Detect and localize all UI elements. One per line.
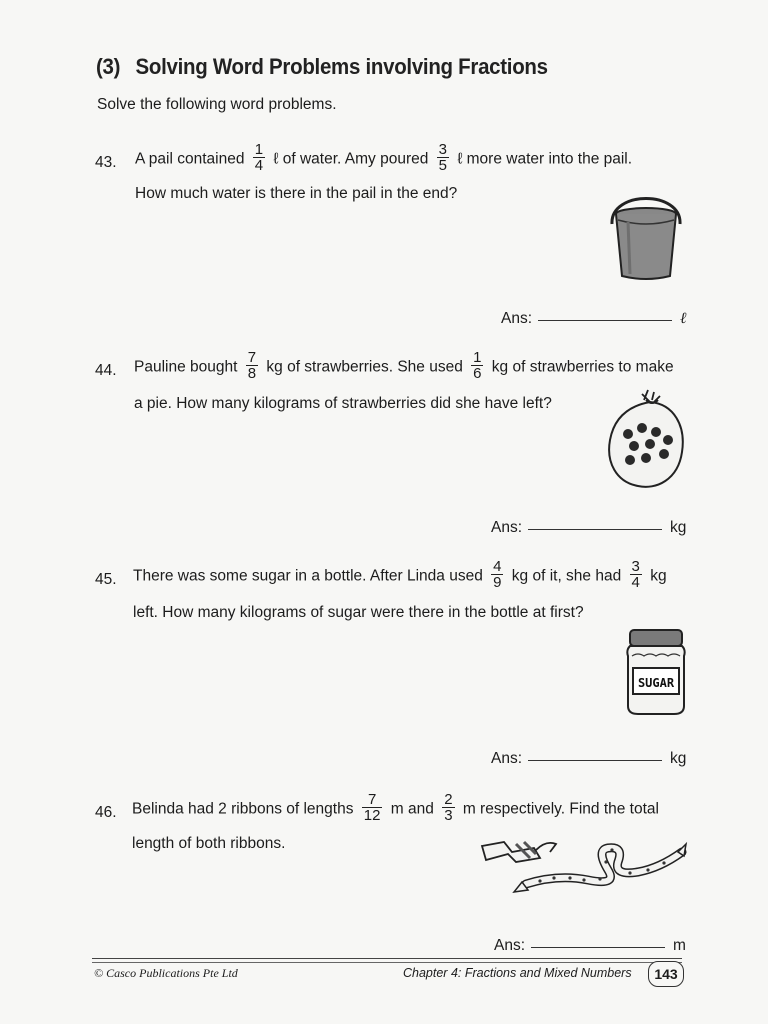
q45-text-b: kg of it, she had bbox=[511, 567, 622, 585]
q44-fraction-1 bbox=[246, 350, 258, 381]
denominator: 6 bbox=[473, 365, 482, 382]
q44-text-b: kg of strawberries. She used bbox=[266, 358, 463, 376]
footer-divider-thin bbox=[92, 962, 682, 963]
q44-text-c: kg of strawberries to make bbox=[491, 358, 674, 376]
question-45-line2: left. How many kilograms of sugar were there in the bottle at first? bbox=[133, 604, 584, 621]
numerator: 7 bbox=[247, 349, 257, 366]
denominator: 8 bbox=[247, 365, 257, 382]
numerator: 1 bbox=[473, 349, 482, 366]
question-46-line2: length of both ribbons. bbox=[132, 835, 286, 852]
denominator: 5 bbox=[438, 157, 448, 174]
numerator: 3 bbox=[438, 141, 448, 158]
q44-fraction-2 bbox=[471, 350, 483, 381]
question-45-answer bbox=[491, 750, 686, 768]
chapter-title: Chapter 4: Fractions and Mixed Numbers bbox=[403, 966, 632, 980]
q45-text-a: There was some sugar in a bottle. After Linda used bbox=[133, 567, 483, 585]
q45-fraction-1 bbox=[491, 559, 503, 590]
answer-unit: m bbox=[673, 937, 686, 954]
numerator: 2 bbox=[444, 791, 453, 808]
publisher-credit: © Casco Publications Pte Ltd bbox=[94, 966, 238, 980]
q45-text-c: kg bbox=[650, 567, 667, 585]
denominator: 3 bbox=[444, 807, 453, 824]
answer-label: Ans: bbox=[491, 750, 523, 767]
q43-fraction-2 bbox=[437, 142, 449, 173]
jar-label-text: SUGAR bbox=[637, 676, 675, 690]
answer-label: Ans: bbox=[491, 519, 523, 536]
q44-text-a: Pauline bought bbox=[134, 358, 238, 376]
answer-label: Ans: bbox=[501, 310, 533, 327]
q46-text-c: m respectively. Find the total bbox=[462, 800, 659, 818]
question-45-number: 45. bbox=[95, 571, 117, 588]
numerator: 1 bbox=[254, 141, 264, 158]
question-46-answer bbox=[494, 937, 686, 955]
question-46-number: 46. bbox=[95, 804, 117, 821]
question-43-number: 43. bbox=[95, 154, 117, 171]
q43-text-b: ℓ of water. Amy poured bbox=[273, 150, 429, 168]
q46-fraction-1 bbox=[362, 792, 383, 823]
q46-text-b: m and bbox=[390, 800, 434, 818]
answer-blank[interactable] bbox=[531, 947, 665, 948]
numerator: 3 bbox=[631, 558, 640, 575]
numerator: 4 bbox=[493, 558, 502, 575]
denominator: 4 bbox=[631, 574, 640, 591]
denominator: 12 bbox=[363, 807, 381, 824]
instruction-text: Solve the following word problems. bbox=[97, 96, 337, 113]
answer-unit: kg bbox=[670, 750, 687, 767]
ribbons-illustration bbox=[478, 832, 688, 912]
answer-blank[interactable] bbox=[528, 529, 662, 530]
q43-text-a: A pail contained bbox=[135, 150, 245, 168]
q45-fraction-2 bbox=[630, 559, 642, 590]
answer-label: Ans: bbox=[494, 937, 526, 954]
denominator: 9 bbox=[493, 574, 502, 591]
question-44-line1 bbox=[134, 349, 674, 383]
q43-fraction-1 bbox=[253, 142, 265, 173]
section-heading: (3) Solving Word Problems involving Fractions bbox=[96, 54, 548, 79]
sugar-jar-illustration bbox=[624, 626, 688, 718]
question-43-answer bbox=[501, 309, 686, 328]
denominator: 4 bbox=[254, 157, 264, 174]
question-44-line2: a pie. How many kilograms of strawberries did she have left? bbox=[134, 395, 552, 412]
q46-fraction-2 bbox=[442, 792, 454, 823]
page-number: 143 bbox=[648, 961, 684, 987]
q43-text-c: ℓ more water into the pail. bbox=[457, 150, 633, 168]
pail-illustration bbox=[604, 182, 688, 284]
answer-unit: ℓ bbox=[680, 309, 687, 327]
answer-unit: kg bbox=[670, 519, 687, 536]
question-43-line1 bbox=[135, 141, 633, 175]
q46-text-a: Belinda had 2 ribbons of lengths bbox=[132, 800, 354, 818]
question-44-answer bbox=[491, 519, 686, 537]
answer-blank[interactable] bbox=[538, 320, 672, 321]
question-43-line2: How much water is there in the pail in the end? bbox=[135, 185, 458, 202]
strawberry-bag-illustration bbox=[604, 386, 688, 494]
answer-blank[interactable] bbox=[528, 760, 662, 761]
numerator: 7 bbox=[362, 792, 383, 808]
question-45-line1 bbox=[133, 558, 667, 592]
footer-divider bbox=[92, 958, 682, 959]
question-46-line1 bbox=[132, 791, 659, 825]
question-44-number: 44. bbox=[95, 362, 117, 379]
